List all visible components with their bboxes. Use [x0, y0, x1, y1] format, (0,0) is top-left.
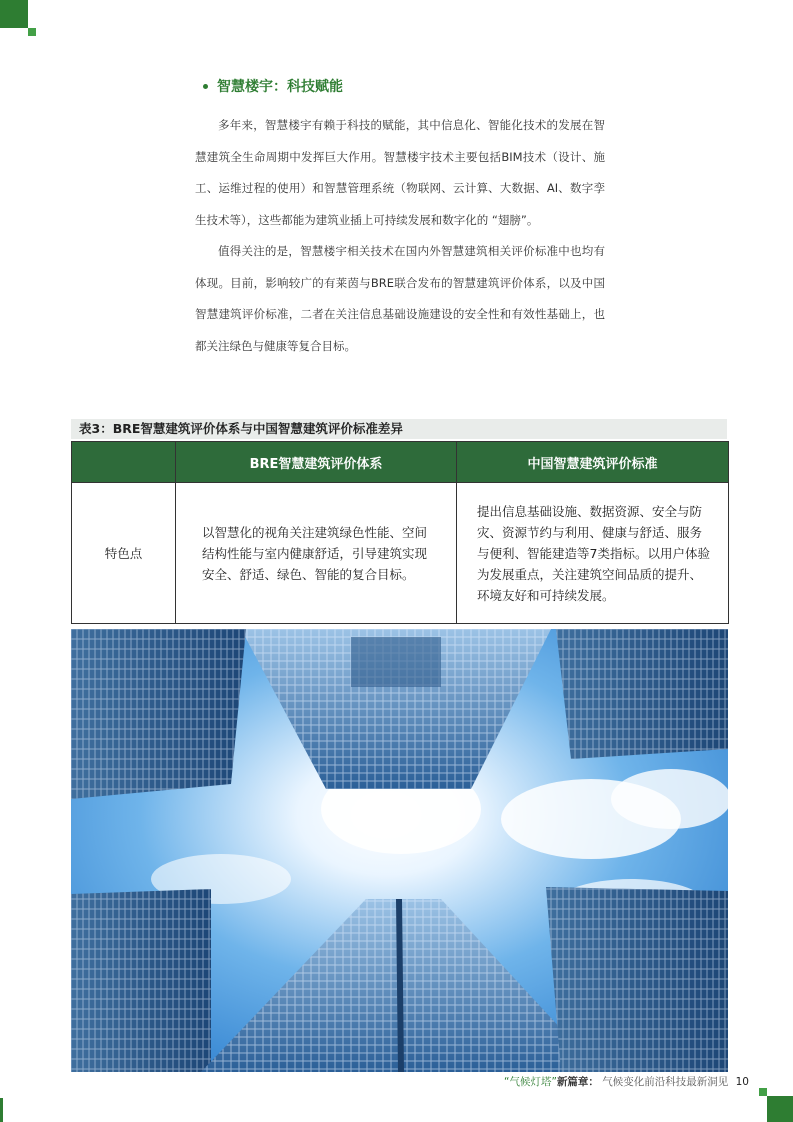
row-label: 特色点 — [72, 483, 176, 624]
skyscraper-photo — [71, 629, 728, 1072]
header-empty — [72, 442, 176, 483]
corner-decoration — [0, 0, 28, 28]
paragraph-1: 多年来，智慧楼宇有赖于科技的赋能，其中信息化、智能化技术的发展在智慧建筑全生命周期中发挥巨大作用。智慧楼宇技术主要包括BIM技术（设计、施工、运维过程的使用）和智慧管理系统（物联网、云计算、大数据、AI、数字孪生技术等），这些都能为建筑业插上可持续发展和数字化的 “翅膀”。 — [195, 118, 605, 227]
header-bre: BRE智慧建筑评价体系 — [176, 442, 457, 483]
page-number: 10 — [735, 1076, 749, 1088]
header-cn: 中国智慧建筑评价标准 — [457, 442, 729, 483]
footer-series: “气候灯塔” — [504, 1076, 557, 1088]
bullet-icon — [203, 84, 208, 89]
footer-left-bar — [0, 1098, 3, 1122]
section-title-text: 智慧楼宇：科技赋能 — [217, 79, 343, 95]
comparison-table — [71, 441, 729, 624]
page-footer — [504, 1074, 749, 1089]
section-heading — [203, 76, 343, 96]
footer-brand: 新篇章： — [556, 1076, 599, 1088]
cell-cn: 提出信息基础设施、数据资源、安全与防灾、资源节约与利用、健康与舒适、服务与便利、智能建造等7类指标。以用户体验为发展重点，关注建筑空间品质的提升、环境友好和可持续发展。 — [457, 483, 729, 624]
corner-decoration-small — [28, 28, 36, 36]
corner-decoration — [767, 1096, 793, 1122]
cell-bre: 以智慧化的视角关注建筑绿色性能、空间结构性能与室内健康舒适，引导建筑实现安全、舒适、绿色、智能的复合目标。 — [176, 483, 457, 624]
table-header-row — [72, 442, 729, 483]
paragraph-2: 值得关注的是，智慧楼宇相关技术在国内外智慧建筑相关评价标准中也均有体现。目前，影响较广的有莱茵与BRE联合发布的智慧建筑评价体系，以及中国智慧建筑评价标准，二者在关注信息基础设施建设的安全性和有效性基础上，也都关注绿色与健康等复合目标。 — [195, 244, 605, 353]
table-row — [72, 483, 729, 624]
table-caption: 表3：BRE智慧建筑评价体系与中国智慧建筑评价标准差异 — [71, 419, 727, 439]
footer-title: 气候变化前沿科技最新洞见 — [602, 1076, 729, 1088]
corner-decoration-small — [759, 1088, 767, 1096]
body-text — [195, 110, 605, 362]
